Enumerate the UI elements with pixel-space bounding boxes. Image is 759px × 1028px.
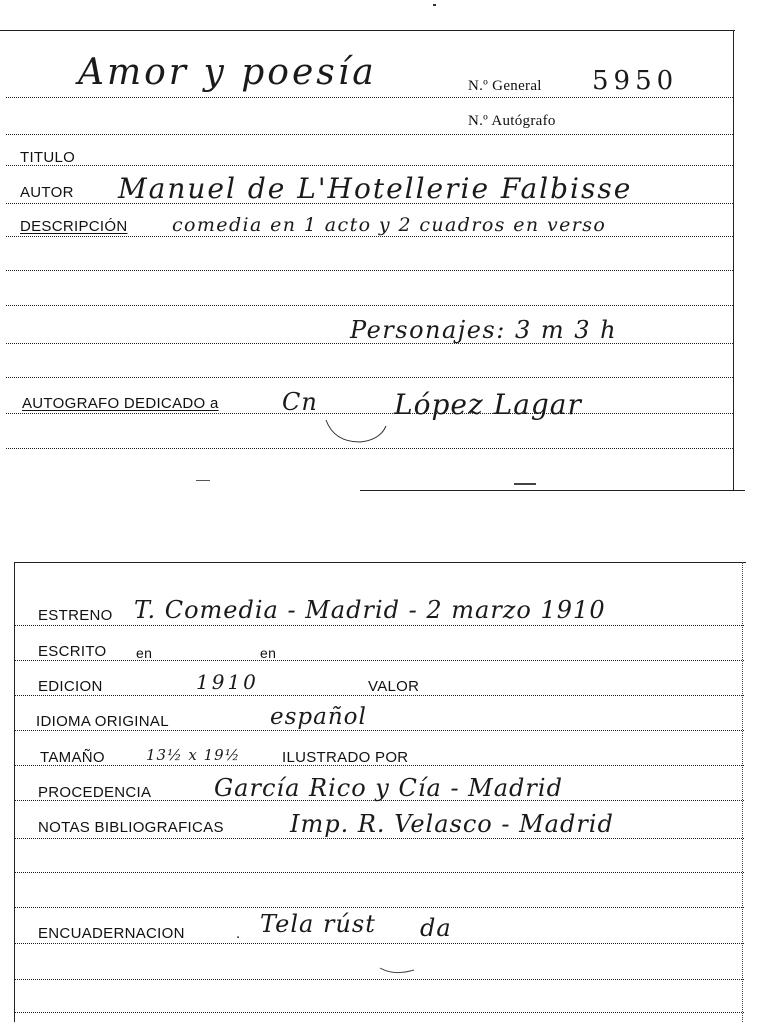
escrito-label: ESCRITO <box>38 643 107 660</box>
rule-line <box>14 625 744 626</box>
tamano-value: 13½ x 19½ <box>146 746 241 764</box>
edicion-value: 1910 <box>196 670 259 694</box>
top-card-bottom-edge <box>360 490 745 491</box>
rule-line <box>6 377 733 378</box>
valor-label: VALOR <box>368 678 420 695</box>
autografo-value-b: López Lagar <box>394 388 582 421</box>
autografo-label: AUTOGRAFO DEDICADO a <box>22 395 219 412</box>
hole-mark <box>322 390 392 450</box>
personajes-note: Personajes: 3 m 3 h <box>350 316 618 344</box>
rule-line <box>14 838 744 839</box>
rule-line <box>14 1012 744 1013</box>
rule-line <box>6 97 733 98</box>
escrito-en-1: en <box>136 645 153 661</box>
tamano-label: TAMAÑO <box>40 749 105 766</box>
bottom-card-top-border <box>14 562 746 563</box>
procedencia-value: García Rico y Cía - Madrid <box>214 774 563 802</box>
scan-mark <box>514 483 536 485</box>
encuadernacion-value-a: Tela rúst <box>260 910 376 938</box>
rule-line <box>6 165 733 166</box>
autor-label: AUTOR <box>20 184 74 201</box>
rule-line <box>6 305 733 306</box>
notas-value: Imp. R. Velasco - Madrid <box>290 810 614 838</box>
notas-label: NOTAS BIBLIOGRAFICAS <box>38 819 224 836</box>
idioma-label: IDIOMA ORIGINAL <box>36 713 169 730</box>
top-card-right-border <box>733 30 734 490</box>
titulo-label: TITULO <box>20 149 76 166</box>
autografo-value-a: Cn <box>282 388 318 416</box>
rule-line <box>6 134 733 135</box>
estreno-label: ESTRENO <box>38 607 113 624</box>
hole-mark <box>374 920 424 980</box>
scan-mark <box>196 480 210 481</box>
encuadernacion-value-b: da <box>420 914 452 942</box>
scan-mark <box>433 4 436 6</box>
encuadernacion-dot: . <box>236 925 241 942</box>
general-number-label: N.º General <box>468 78 542 94</box>
descripcion-label: DESCRIPCIÓN <box>20 218 128 235</box>
descripcion-value: comedia en 1 acto y 2 cuadros en verso <box>172 214 607 236</box>
edicion-label: EDICION <box>38 678 103 695</box>
autor-value: Manuel de L'Hotellerie Falbisse <box>118 172 633 205</box>
rule-line <box>6 236 733 237</box>
ilustrado-label: ILUSTRADO POR <box>282 749 409 766</box>
procedencia-label: PROCEDENCIA <box>38 784 152 801</box>
top-card-top-border <box>0 30 735 31</box>
rule-line <box>14 730 744 731</box>
rule-line <box>14 660 744 661</box>
encuadernacion-label: ENCUADERNACION <box>38 925 185 942</box>
bottom-card-left-border <box>14 562 15 1022</box>
escrito-en-2: en <box>260 645 277 661</box>
autograph-number-label: N.º Autógrafo <box>468 113 556 129</box>
rule-line <box>14 907 744 908</box>
general-number-value: 5950 <box>592 66 679 96</box>
estreno-value: T. Comedia - Madrid - 2 marzo 1910 <box>134 596 606 624</box>
rule-line <box>6 270 733 271</box>
rule-line <box>14 872 744 873</box>
idioma-value: español <box>270 704 367 730</box>
bottom-card-right-edge <box>742 562 743 1022</box>
rule-line <box>14 695 744 696</box>
handwritten-title: Amor y poesía <box>78 52 377 93</box>
